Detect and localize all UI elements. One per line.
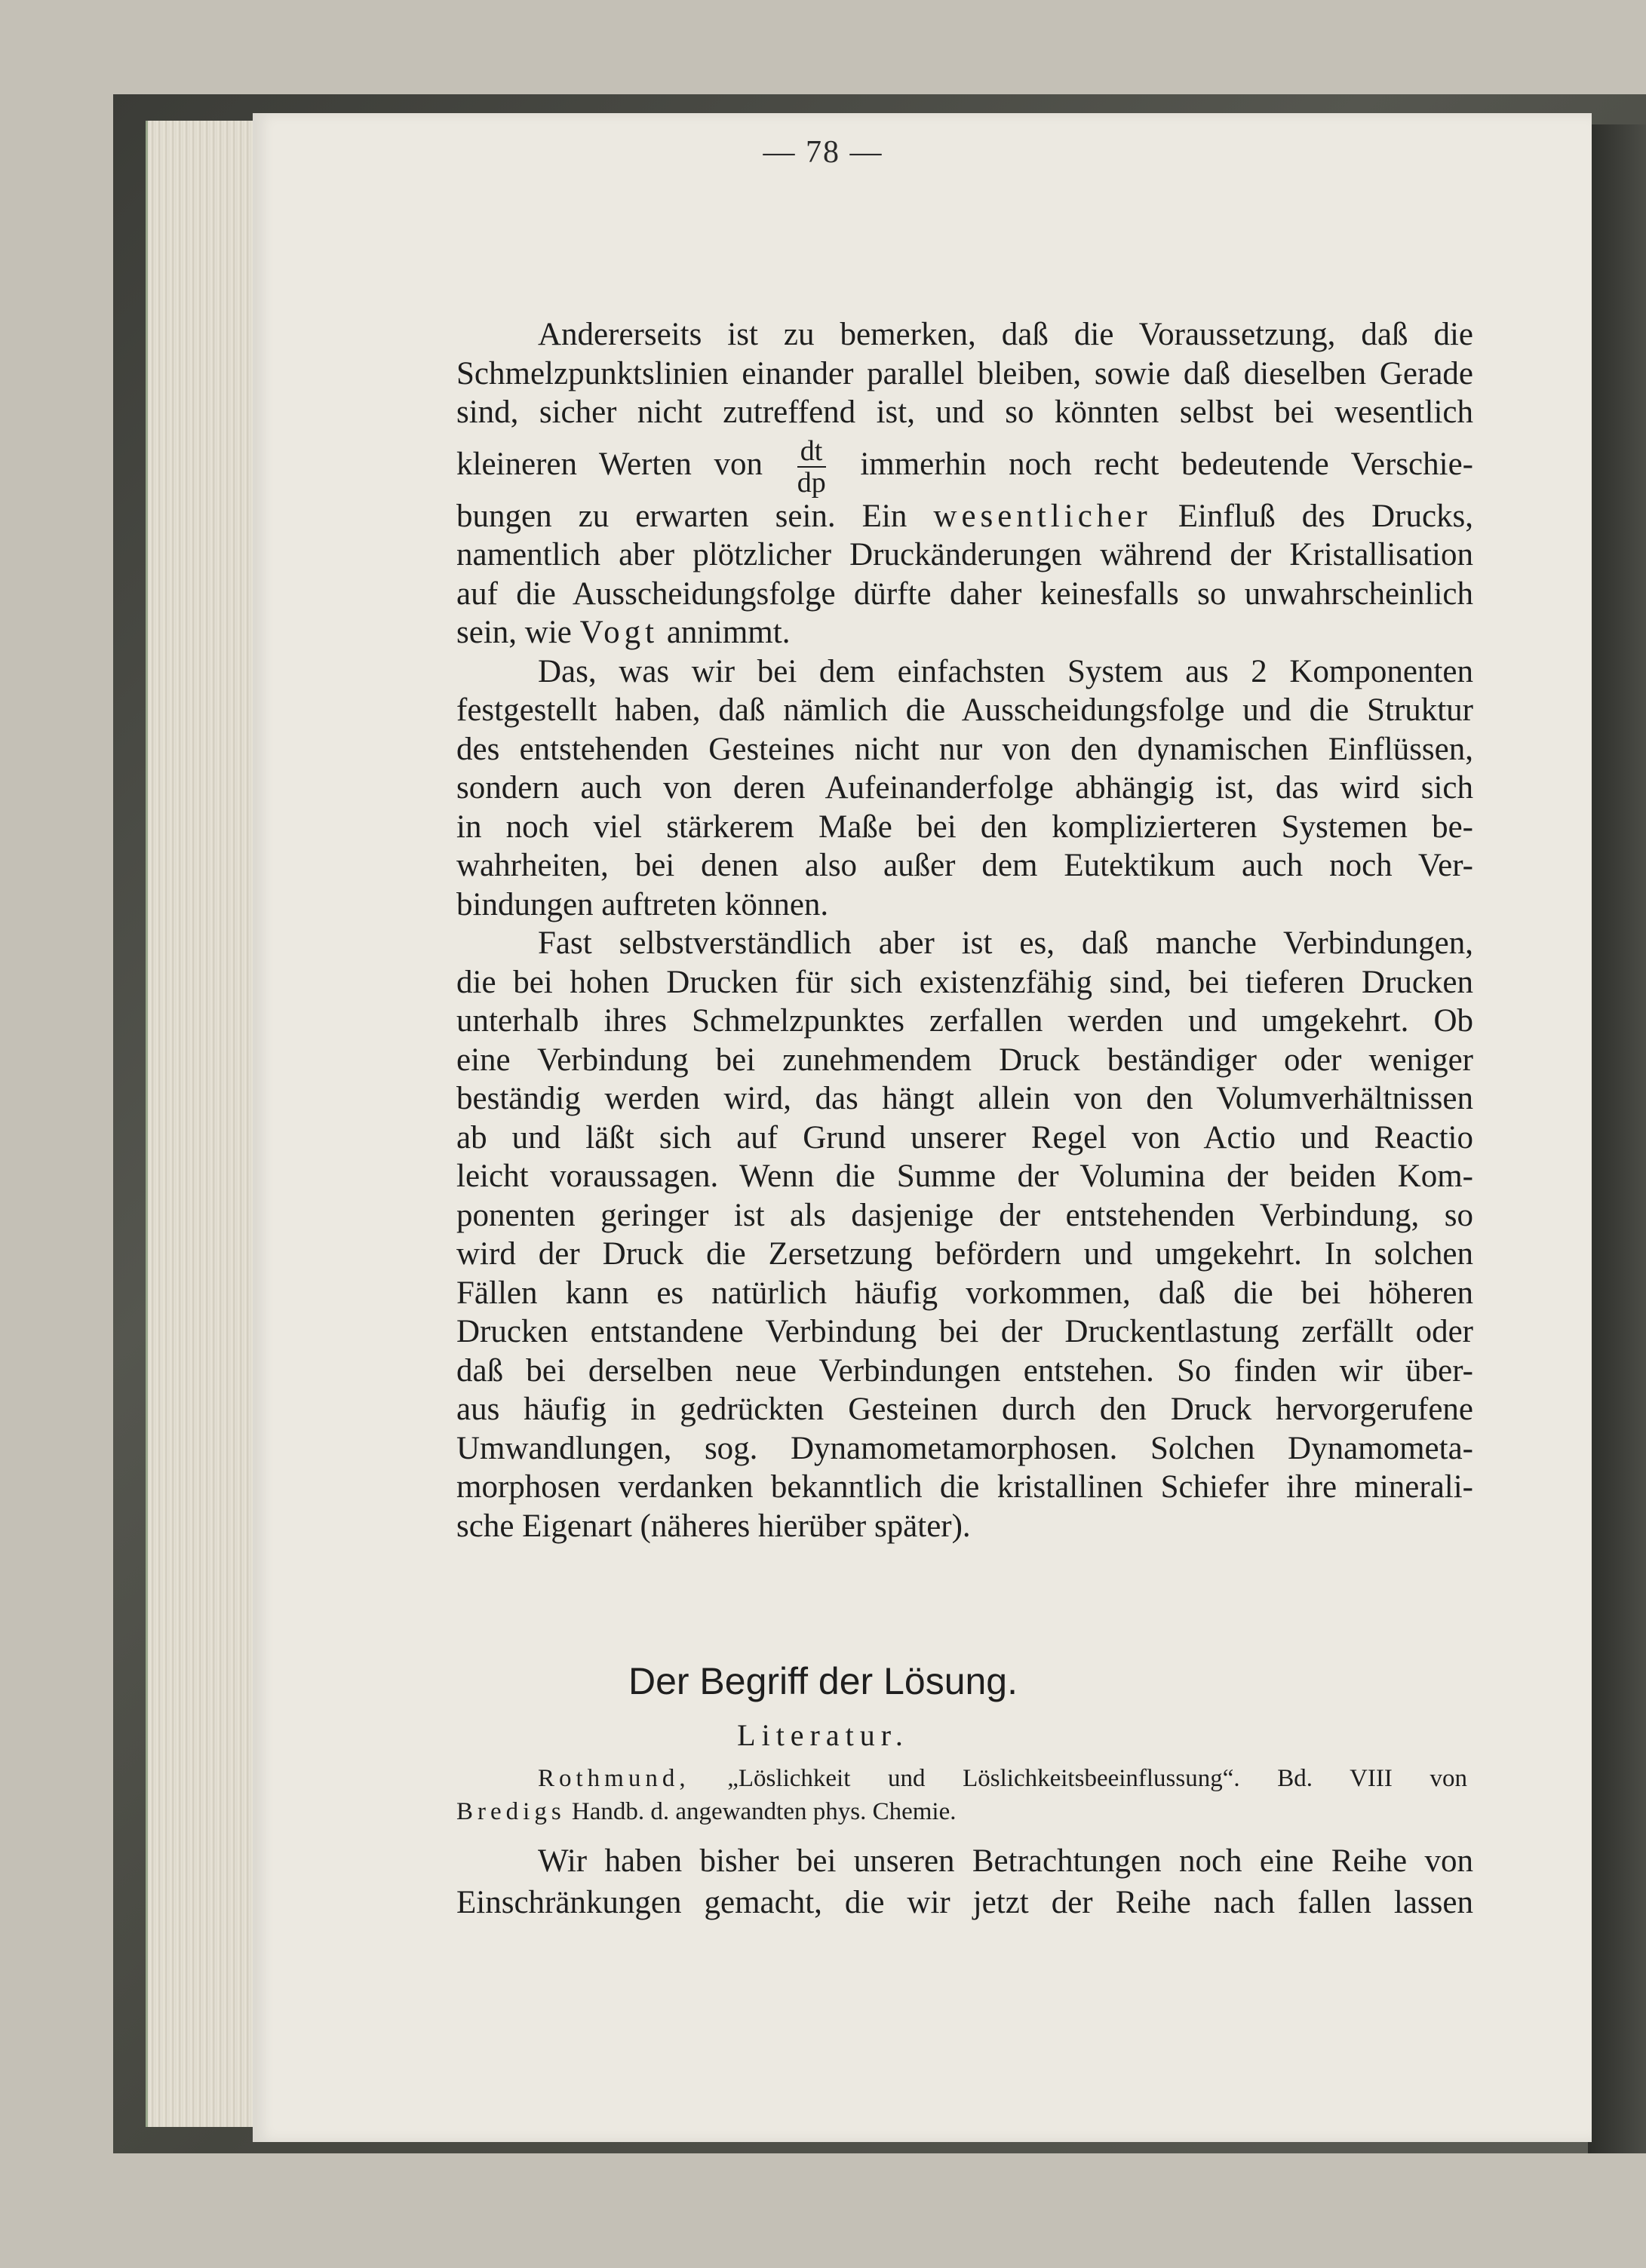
emphasized-word: wesentlicher [933, 498, 1152, 534]
page-number: — 78 — [763, 135, 883, 170]
text-line: eine Verbindung bei zunehmendem Druck beständiger oder weniger [456, 1042, 1473, 1078]
page-stack-edges [146, 121, 259, 2127]
author-name: Vogt [579, 615, 659, 650]
fraction-denominator: dp [797, 466, 826, 499]
text-line: Einschränkungen gemacht, die wir jetzt der Reihe nach fallen lassen [456, 1885, 1473, 1920]
text-line: Fällen kann es natürlich häufig vorkommen, daß die bei höheren [456, 1275, 1473, 1311]
literature-heading: Literatur. [737, 1718, 909, 1752]
text-line: leicht voraussagen. Wenn die Summe der Volumina der beiden Kom- [456, 1159, 1473, 1194]
text-line: morphosen verdanken bekanntlich die kristallinen Schiefer ihre minerali- [456, 1469, 1473, 1505]
text-line [456, 613, 1473, 652]
text-line: wird der Druck die Zersetzung befördern und umgekehrt. In solchen [456, 1236, 1473, 1272]
reference-author: Bredigs [456, 1798, 566, 1825]
text-line: beständig werden wird, das hängt allein von den Volumverhältnissen [456, 1081, 1473, 1116]
fraction-line-before: kleineren Werten von [456, 446, 763, 482]
text-line: Fast selbstverständlich aber ist es, daß manche Verbindungen, [538, 925, 1473, 961]
book-cover-edge [1588, 124, 1646, 2153]
text-line: auf die Ausscheidungsfolge dürfte daher keinesfalls so unwahrscheinlich [456, 575, 1473, 612]
fraction-dt-dp [797, 436, 826, 498]
text-line: Umwandlungen, sog. Dynamometamorphosen. Solchen Dynamometa- [456, 1430, 1473, 1466]
text-line: sche Eigenart (näheres hierüber später). [456, 1508, 971, 1544]
text-line: ab und läßt sich auf Grund unserer Regel von Actio und Reactio [456, 1119, 1473, 1155]
fraction-line-after: immerhin noch recht bedeutende Verschie- [860, 446, 1473, 482]
text-line: sondern auch von deren Aufeinanderfolge abhängig ist, das wird sich [456, 770, 1473, 806]
reference-line [456, 1795, 1467, 1828]
text-span: sein, wie [456, 615, 572, 650]
text-line: des entstehenden Gesteines nicht nur von den dynamischen Einflüssen, [456, 731, 1473, 767]
text-line: Wir haben bisher bei unseren Betrachtungen noch eine Reihe von [538, 1843, 1473, 1879]
text-line: Das, was wir bei dem einfachsten System aus 2 Komponenten [538, 653, 1473, 689]
text-line: aus häufig in gedrückten Gesteinen durch den Druck hervorgerufene [456, 1392, 1473, 1427]
text-line: die bei hohen Drucken für sich existenzfähig sind, bei tieferen Drucken [456, 964, 1473, 1000]
text-line: sind, sicher nicht zutreffend ist, und so könnten selbst bei wesentlich [456, 394, 1473, 430]
text-line-with-fraction [456, 432, 1473, 497]
text-span: annimmt. [666, 615, 791, 650]
text-line: in noch viel stärkerem Maße bei den komplizierteren Systemen be- [456, 809, 1473, 845]
text-span: Einfluß des Drucks, [1178, 498, 1474, 534]
reference-text: Handb. d. angewandten phys. Chemie. [571, 1798, 957, 1825]
body-text [456, 315, 1473, 1545]
text-line: daß bei derselben neue Verbindungen entstehen. So finden wir über- [456, 1352, 1473, 1389]
body-text-continued [456, 1840, 1473, 1923]
text-line: Schmelzpunktslinien einander parallel bleiben, sowie daß dieselben Gerade [456, 355, 1473, 391]
text-line: Andererseits ist zu bemerken, daß die Voraussetzung, daß die [538, 317, 1473, 352]
text-line: wahrheiten, bei denen also außer dem Eutektikum auch noch Ver- [456, 848, 1473, 883]
reference-author: Rothmund, [538, 1765, 690, 1792]
text-line: namentlich aber plötzlicher Druckänderungen während der Kristallisation [456, 537, 1473, 572]
text-line: bindungen auftreten können. [456, 886, 829, 922]
text-line: Drucken entstandene Verbindung bei der Druckentlastung zerfällt oder [456, 1314, 1473, 1349]
reference-text: „Löslichkeit und Löslichkeitsbeeinflussung“. Bd. VIII von [727, 1765, 1468, 1792]
fraction-numerator: dt [797, 436, 826, 468]
literature-reference [456, 1762, 1467, 1828]
text-line: festgestellt haben, daß nämlich die Ausscheidungsfolge und die Struktur [456, 692, 1473, 728]
text-line [456, 497, 1473, 536]
reference-line [456, 1762, 1467, 1795]
text-span: bungen zu erwarten sein. Ein [456, 498, 907, 534]
text-line: ponenten geringer ist als dasjenige der entstehenden Verbindung, so [456, 1197, 1473, 1233]
section-heading: Der Begriff der Lösung. [628, 1660, 1018, 1702]
text-line: unterhalb ihres Schmelzpunktes zerfallen werden und umgekehrt. Ob [456, 1003, 1473, 1039]
